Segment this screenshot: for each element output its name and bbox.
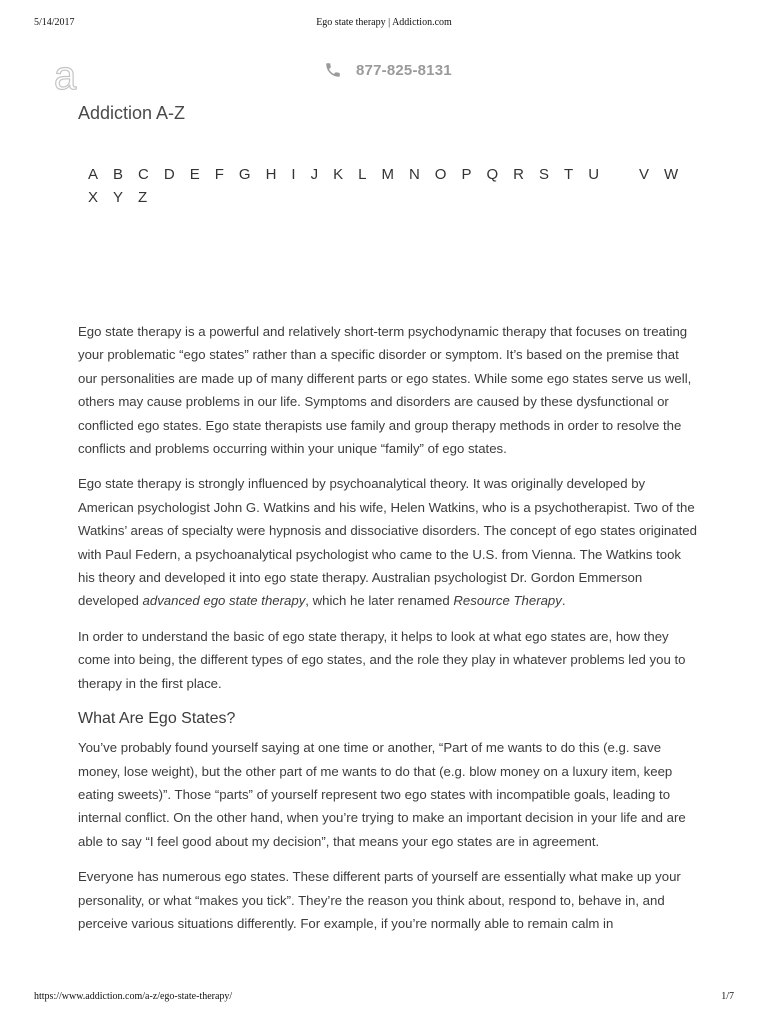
advanced-ego-state-therapy-term: advanced ego state therapy bbox=[142, 593, 306, 609]
personality-paragraph: Everyone has numerous ego states. These different parts of yourself are essentially what make up your personality, or what “makes you tick”. They’re the reason you think about, respond to, behave in, and perceive various situations differently. For example, if you’re normally able to remain calm in bbox=[78, 869, 681, 931]
letter-link-c[interactable]: C bbox=[138, 166, 149, 183]
site-logo[interactable]: a bbox=[54, 54, 77, 98]
alphabet-index bbox=[88, 166, 708, 207]
letter-link-a[interactable]: A bbox=[88, 166, 99, 183]
letter-link-y[interactable]: Y bbox=[113, 189, 124, 206]
history-paragraph bbox=[78, 472, 700, 612]
phone-number: 877-825-8131 bbox=[356, 61, 452, 79]
history-text-c: . bbox=[561, 593, 566, 609]
letter-link-p[interactable]: P bbox=[461, 166, 472, 183]
letter-link-j[interactable]: J bbox=[310, 166, 319, 183]
overview-paragraph: In order to understand the basic of ego state therapy, it helps to look at what ego states are, how they come into being, the different types of ego states, and the role they play in whatever problems led you to therapy in the first place. bbox=[78, 628, 686, 691]
letter-link-q[interactable]: Q bbox=[486, 166, 499, 183]
letter-link-w[interactable]: W bbox=[664, 166, 679, 183]
letter-link-t[interactable]: T bbox=[564, 166, 574, 183]
history-text-a: Ego state therapy is strongly influenced by psychoanalytical theory. It was originally developed by American psychologist John G. Watkins and his wife, Helen Watkins, who is a psychotherapist. Two of the Watkins’ areas of specialty were hypnosis and dissociative disorders. The concept of ego states originated with Paul Federn, a psychoanalytical psychologist who came to the U.S. from Vienna. The Watkins took his theory and developed it into ego state therapy. Australian psychologist Dr. Gordon Emmerson developed bbox=[78, 476, 697, 609]
resource-therapy-term: Resource Therapy bbox=[453, 593, 562, 609]
parts-paragraph: You’ve probably found yourself saying at one time or another, “Part of me wants to do this (e.g. save money, lose weight), but the other part of me wants to do that (e.g. blow money on a luxury item, keep eating sweets)”. Those “parts” of yourself represent two ego states with incompatible goals, leading to internal conflict. On the other hand, when you’re trying to make an important decision in your life and are able to say “I feel good about my decision”, that means your ego states are in agreement. bbox=[78, 740, 686, 849]
letter-link-x[interactable]: X bbox=[88, 189, 99, 206]
letter-link-u[interactable]: U bbox=[588, 166, 600, 183]
letter-link-g[interactable]: G bbox=[238, 166, 251, 183]
addiction-az-heading: Addiction A-Z bbox=[78, 103, 186, 123]
intro-paragraph: Ego state therapy is a powerful and relatively short-term psychodynamic therapy that focuses on treating your problematic “ego states” rather than a specific disorder or symptom. It’s based on the premise that our personalities are made up of many different parts or ego states. While some ego states serve us well, others may cause problems in our life. Symptoms and disorders are caused by these dysfunctional or conflicted ego states. Ego state therapists use family and group therapy methods in order to resolve the conflicts and problems occurring within your unique “family” of ego states. bbox=[78, 324, 692, 457]
print-date: 5/14/2017 bbox=[34, 17, 75, 28]
print-url: https://www.addiction.com/a-z/ego-state-therapy/ bbox=[34, 991, 233, 1002]
letter-link-f[interactable]: F bbox=[214, 166, 224, 183]
print-page-title: Ego state therapy | Addiction.com bbox=[316, 17, 452, 28]
phone-link[interactable] bbox=[324, 60, 452, 80]
letter-link-o[interactable]: O bbox=[434, 166, 447, 183]
history-text-b: , which he later renamed bbox=[305, 593, 454, 609]
letter-link-b[interactable]: B bbox=[113, 166, 124, 183]
letter-link-v[interactable]: V bbox=[639, 166, 650, 183]
section-heading-ego-states: What Are Ego States? bbox=[78, 710, 236, 728]
phone-icon bbox=[324, 61, 342, 79]
letter-link-d[interactable]: D bbox=[163, 166, 175, 183]
print-page-number: 1/7 bbox=[721, 991, 734, 1002]
letter-link-s[interactable]: S bbox=[539, 166, 550, 183]
letter-link-z[interactable]: Z bbox=[138, 189, 148, 206]
print-header bbox=[0, 17, 768, 31]
article-body bbox=[78, 320, 700, 947]
print-footer bbox=[0, 991, 768, 1005]
letter-link-h[interactable]: H bbox=[265, 166, 277, 183]
letter-link-n[interactable]: N bbox=[408, 166, 420, 183]
letter-link-l[interactable]: L bbox=[358, 166, 367, 183]
letter-link-k[interactable]: K bbox=[333, 166, 344, 183]
letter-link-r[interactable]: R bbox=[513, 166, 524, 183]
letter-link-e[interactable]: E bbox=[189, 166, 200, 183]
letter-link-m[interactable]: M bbox=[381, 166, 394, 183]
letter-link-i[interactable]: I bbox=[291, 166, 296, 183]
